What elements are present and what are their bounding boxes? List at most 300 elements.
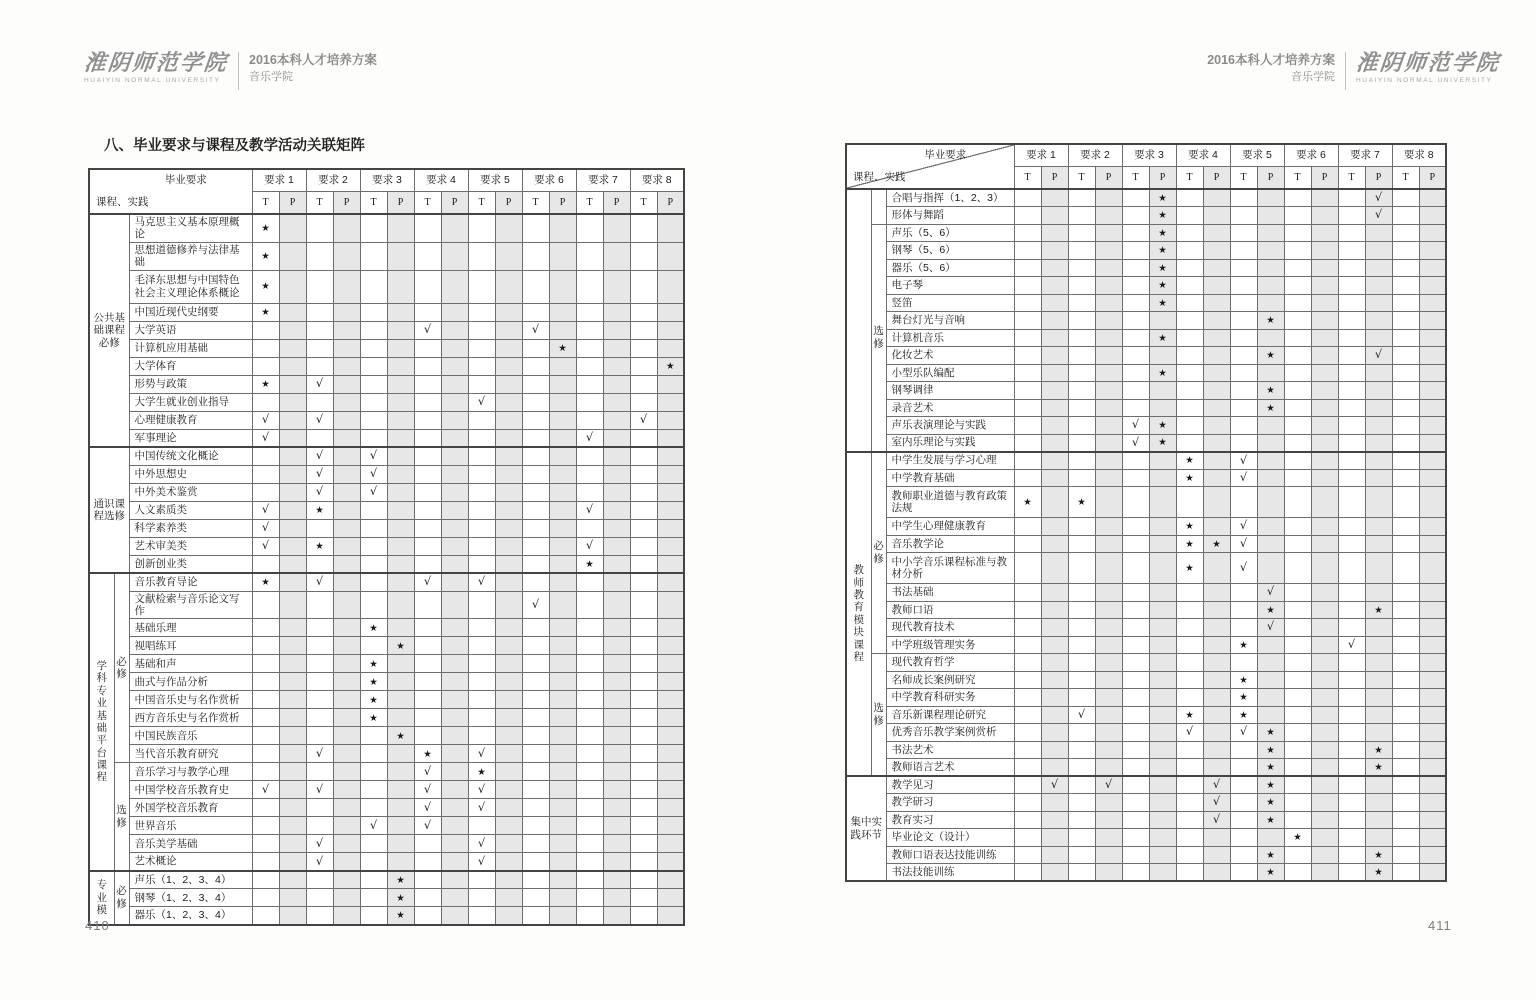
matrix-cell	[657, 270, 684, 303]
matrix-cell	[387, 763, 414, 781]
matrix-cell	[279, 853, 306, 871]
matrix-cell	[252, 242, 279, 270]
matrix-cell	[1284, 794, 1311, 812]
course-row	[846, 207, 1446, 225]
matrix-cell	[441, 673, 468, 691]
matrix-cell	[495, 745, 522, 763]
check-mark: √	[423, 763, 432, 778]
course-name: 钢琴（5、6）	[886, 242, 1014, 260]
matrix-cell	[1095, 469, 1122, 487]
requirement-header: 要求 7	[576, 169, 630, 192]
matrix-cell	[1284, 776, 1311, 794]
matrix-cell	[1068, 487, 1095, 518]
star-mark: ★	[1158, 420, 1167, 432]
star-mark: ★	[1266, 779, 1275, 791]
matrix-cell	[1041, 553, 1068, 584]
matrix-cell	[549, 591, 576, 619]
matrix-cell	[1311, 776, 1338, 794]
star-mark: ★	[1266, 350, 1275, 362]
matrix-cell	[657, 727, 684, 745]
matrix-cell	[1392, 452, 1419, 470]
matrix-cell	[1284, 518, 1311, 536]
check-mark: √	[1239, 452, 1248, 467]
course-row	[89, 573, 684, 591]
matrix-cell	[414, 214, 441, 242]
matrix-cell	[252, 591, 279, 619]
course-name: 声乐表演理论与实践	[886, 417, 1014, 435]
matrix-cell	[1068, 417, 1095, 435]
matrix-cell	[1392, 706, 1419, 724]
matrix-cell	[1365, 277, 1392, 295]
school-name: 音乐学院	[249, 70, 294, 83]
course-row	[846, 189, 1446, 207]
matrix-cell	[1392, 535, 1419, 553]
p-subheader: P	[549, 192, 576, 215]
matrix-cell	[468, 501, 495, 519]
matrix-cell	[1419, 619, 1446, 637]
matrix-cell	[603, 357, 630, 375]
matrix-cell	[252, 673, 279, 691]
matrix-cell	[414, 817, 441, 835]
matrix-cell	[279, 519, 306, 537]
matrix-cell	[1041, 689, 1068, 707]
matrix-cell	[1392, 864, 1419, 882]
matrix-cell	[495, 691, 522, 709]
course-row	[846, 776, 1446, 794]
matrix-cell	[657, 429, 684, 447]
matrix-cell	[549, 214, 576, 242]
course-row	[846, 452, 1446, 470]
matrix-cell	[333, 465, 360, 483]
course-row	[846, 689, 1446, 707]
matrix-cell	[576, 691, 603, 709]
matrix-cell	[1149, 671, 1176, 689]
matrix-cell	[1068, 724, 1095, 742]
matrix-cell	[522, 483, 549, 501]
matrix-cell	[1365, 312, 1392, 330]
matrix-cell	[1149, 601, 1176, 619]
matrix-cell	[1338, 329, 1365, 347]
matrix-cell	[441, 214, 468, 242]
matrix-cell	[1176, 224, 1203, 242]
matrix-cell	[1068, 399, 1095, 417]
matrix-cell	[279, 357, 306, 375]
matrix-cell	[1176, 776, 1203, 794]
matrix-cell	[657, 537, 684, 555]
matrix-cell	[1311, 811, 1338, 829]
matrix-cell	[414, 835, 441, 853]
matrix-cell	[1419, 829, 1446, 847]
matrix-cell	[1311, 469, 1338, 487]
matrix-cell	[495, 214, 522, 242]
matrix-cell	[1257, 829, 1284, 847]
matrix-cell	[576, 673, 603, 691]
matrix-cell	[630, 303, 657, 321]
matrix-cell	[279, 303, 306, 321]
matrix-cell	[1257, 518, 1284, 536]
matrix-cell	[495, 889, 522, 907]
course-row	[846, 329, 1446, 347]
matrix-cell	[1338, 277, 1365, 295]
matrix-cell	[441, 619, 468, 637]
matrix-cell	[1338, 776, 1365, 794]
matrix-cell	[1176, 864, 1203, 882]
matrix-cell	[1149, 689, 1176, 707]
matrix-cell	[522, 537, 549, 555]
matrix-cell	[603, 501, 630, 519]
matrix-cell	[360, 519, 387, 537]
star-mark: ★	[1158, 210, 1167, 222]
matrix-cell	[441, 303, 468, 321]
matrix-cell	[1041, 312, 1068, 330]
course-row	[89, 214, 684, 242]
matrix-cell	[1149, 277, 1176, 295]
matrix-cell	[279, 465, 306, 483]
requirement-header: 要求 8	[1392, 144, 1446, 167]
matrix-cell	[1014, 584, 1041, 602]
matrix-cell	[468, 214, 495, 242]
matrix-cell	[387, 501, 414, 519]
course-name: 教师口语表达技能训练	[886, 846, 1014, 864]
course-name: 化妆艺术	[886, 347, 1014, 365]
matrix-cell	[252, 321, 279, 339]
matrix-cell	[279, 242, 306, 270]
matrix-cell	[1122, 553, 1149, 584]
matrix-cell	[1419, 382, 1446, 400]
check-mark: √	[369, 817, 378, 832]
matrix-cell	[360, 763, 387, 781]
matrix-cell	[657, 339, 684, 357]
page-number-left: 410	[85, 918, 110, 933]
matrix-cell	[1014, 846, 1041, 864]
matrix-cell	[279, 709, 306, 727]
matrix-cell	[549, 375, 576, 393]
matrix-cell	[603, 871, 630, 889]
course-row	[89, 242, 684, 270]
matrix-cell	[414, 709, 441, 727]
matrix-cell	[1392, 619, 1419, 637]
group-label: 专 业 模	[89, 871, 114, 925]
matrix-cell	[1257, 294, 1284, 312]
matrix-cell	[414, 321, 441, 339]
matrix-cell	[387, 537, 414, 555]
matrix-cell	[1419, 553, 1446, 584]
matrix-cell	[1122, 759, 1149, 777]
matrix-cell	[1311, 601, 1338, 619]
t-subheader: T	[1014, 167, 1041, 190]
star-mark: ★	[1158, 262, 1167, 274]
star-mark: ★	[477, 766, 486, 778]
matrix-cell	[333, 745, 360, 763]
matrix-cell	[1392, 741, 1419, 759]
matrix-cell	[495, 242, 522, 270]
matrix-cell	[522, 321, 549, 339]
matrix-cell	[522, 242, 549, 270]
matrix-cell	[1014, 382, 1041, 400]
matrix-cell	[1014, 434, 1041, 452]
matrix-cell	[1095, 535, 1122, 553]
course-row	[846, 487, 1446, 518]
matrix-cell	[603, 573, 630, 591]
matrix-cell	[495, 339, 522, 357]
matrix-cell	[414, 242, 441, 270]
matrix-cell	[1392, 584, 1419, 602]
requirement-header: 要求 3	[1122, 144, 1176, 167]
matrix-cell	[306, 519, 333, 537]
matrix-cell	[1122, 671, 1149, 689]
corner-label-courses: 课程、实践	[96, 195, 149, 208]
matrix-cell	[333, 907, 360, 925]
matrix-cell	[549, 501, 576, 519]
course-row	[89, 853, 684, 871]
matrix-cell	[495, 763, 522, 781]
matrix-cell	[657, 242, 684, 270]
star-mark: ★	[396, 874, 405, 886]
matrix-cell	[603, 691, 630, 709]
star-mark: ★	[369, 676, 378, 688]
check-mark: √	[261, 429, 270, 444]
matrix-cell	[1311, 706, 1338, 724]
star-mark: ★	[261, 306, 270, 318]
matrix-cell	[576, 339, 603, 357]
matrix-cell	[279, 727, 306, 745]
matrix-cell	[1230, 329, 1257, 347]
matrix-cell	[1284, 224, 1311, 242]
course-name: 竖笛	[886, 294, 1014, 312]
star-mark: ★	[1374, 604, 1383, 616]
matrix-cell	[630, 853, 657, 871]
matrix-cell	[1095, 619, 1122, 637]
matrix-cell	[549, 763, 576, 781]
star-mark: ★	[1158, 437, 1167, 449]
matrix-cell	[1257, 399, 1284, 417]
matrix-cell	[1014, 294, 1041, 312]
matrix-cell	[1284, 364, 1311, 382]
matrix-cell	[1095, 689, 1122, 707]
course-row	[89, 411, 684, 429]
matrix-cell	[1122, 584, 1149, 602]
matrix-cell	[1230, 417, 1257, 435]
matrix-cell	[441, 537, 468, 555]
matrix-cell	[1068, 277, 1095, 295]
course-row	[89, 375, 684, 393]
matrix-cell	[1068, 706, 1095, 724]
course-name: 音乐新课程理论研究	[886, 706, 1014, 724]
check-mark: √	[1347, 636, 1356, 651]
course-name: 电子琴	[886, 277, 1014, 295]
matrix-cell	[1257, 224, 1284, 242]
matrix-cell	[495, 519, 522, 537]
matrix-cell	[1176, 706, 1203, 724]
matrix-cell	[1365, 553, 1392, 584]
matrix-cell	[1338, 312, 1365, 330]
matrix-cell	[279, 501, 306, 519]
matrix-cell	[1365, 189, 1392, 207]
matrix-cell	[630, 537, 657, 555]
matrix-cell	[360, 889, 387, 907]
matrix-cell	[468, 321, 495, 339]
matrix-cell	[630, 763, 657, 781]
matrix-cell	[1203, 759, 1230, 777]
matrix-cell	[1095, 417, 1122, 435]
matrix-cell	[306, 573, 333, 591]
matrix-cell	[1041, 207, 1068, 225]
matrix-cell	[522, 214, 549, 242]
star-mark: ★	[1185, 455, 1194, 467]
matrix-cell	[495, 357, 522, 375]
matrix-cell	[1122, 619, 1149, 637]
matrix-cell	[1230, 399, 1257, 417]
matrix-cell	[1176, 741, 1203, 759]
matrix-cell	[468, 799, 495, 817]
matrix-cell	[1149, 553, 1176, 584]
matrix-cell	[1419, 671, 1446, 689]
check-mark: √	[261, 502, 270, 517]
matrix-cell	[441, 357, 468, 375]
p-subheader: P	[1419, 167, 1446, 190]
matrix-cell	[549, 555, 576, 573]
matrix-cell	[1365, 706, 1392, 724]
p-subheader: P	[603, 192, 630, 215]
matrix-cell	[630, 871, 657, 889]
matrix-cell	[360, 573, 387, 591]
matrix-cell	[576, 853, 603, 871]
check-mark: √	[585, 429, 594, 444]
matrix-cell	[549, 889, 576, 907]
matrix-cell	[1203, 347, 1230, 365]
matrix-cell	[414, 691, 441, 709]
matrix-cell	[1095, 741, 1122, 759]
corner-label-requirements: 毕业要求	[164, 174, 207, 186]
matrix-cell	[1230, 706, 1257, 724]
matrix-cell	[306, 727, 333, 745]
matrix-cell	[1014, 829, 1041, 847]
star-mark: ★	[1185, 521, 1194, 533]
course-row	[846, 829, 1446, 847]
matrix-cell	[1014, 706, 1041, 724]
star-mark: ★	[1158, 297, 1167, 309]
matrix-cell	[1068, 347, 1095, 365]
course-row	[846, 417, 1446, 435]
course-row	[846, 312, 1446, 330]
matrix-cell	[279, 637, 306, 655]
p-subheader: P	[495, 192, 522, 215]
matrix-cell	[414, 727, 441, 745]
matrix-cell	[414, 799, 441, 817]
matrix-cell	[1149, 654, 1176, 672]
university-logo	[84, 52, 228, 84]
course-name: 音乐教育导论	[129, 573, 252, 591]
matrix-cell	[1419, 846, 1446, 864]
matrix-cell	[603, 745, 630, 763]
star-mark: ★	[585, 558, 594, 570]
matrix-cell	[468, 375, 495, 393]
matrix-cell	[1122, 189, 1149, 207]
matrix-cell	[1041, 776, 1068, 794]
matrix-cell	[1392, 636, 1419, 654]
matrix-cell	[630, 781, 657, 799]
check-mark: √	[585, 538, 594, 553]
matrix-cell	[1419, 689, 1446, 707]
matrix-cell	[279, 871, 306, 889]
matrix-cell	[522, 429, 549, 447]
star-mark: ★	[369, 658, 378, 670]
matrix-cell	[549, 871, 576, 889]
star-mark: ★	[261, 223, 270, 235]
requirement-header: 要求 6	[1284, 144, 1338, 167]
requirement-header: 要求 5	[1230, 144, 1284, 167]
course-name: 大学生就业创业指导	[129, 393, 252, 411]
course-name: 教学见习	[886, 776, 1014, 794]
matrix-cell	[549, 853, 576, 871]
matrix-cell	[603, 907, 630, 925]
matrix-cell	[576, 745, 603, 763]
matrix-cell	[1176, 189, 1203, 207]
matrix-cell	[1392, 277, 1419, 295]
matrix-cell	[1122, 329, 1149, 347]
matrix-cell	[279, 537, 306, 555]
matrix-cell	[387, 799, 414, 817]
matrix-cell	[1365, 584, 1392, 602]
matrix-cell	[1230, 689, 1257, 707]
matrix-cell	[441, 573, 468, 591]
matrix-cell	[1230, 434, 1257, 452]
matrix-cell	[630, 817, 657, 835]
program-title: 2016本科人才培养方案	[249, 53, 377, 67]
matrix-cell	[1392, 189, 1419, 207]
matrix-cell	[1311, 864, 1338, 882]
matrix-cell	[1338, 671, 1365, 689]
subgroup-label	[871, 189, 886, 224]
course-name: 思想道德修养与法律基础	[129, 242, 252, 270]
matrix-cell	[495, 429, 522, 447]
course-name: 毛泽东思想与中国特色社会主义理论体系概论	[129, 270, 252, 303]
course-row	[846, 364, 1446, 382]
matrix-cell	[657, 393, 684, 411]
matrix-cell	[1311, 654, 1338, 672]
matrix-cell	[414, 655, 441, 673]
matrix-cell	[333, 411, 360, 429]
matrix-cell	[1230, 364, 1257, 382]
matrix-cell	[1149, 811, 1176, 829]
matrix-cell	[1419, 636, 1446, 654]
matrix-cell	[657, 673, 684, 691]
matrix-cell	[495, 781, 522, 799]
star-mark: ★	[1266, 402, 1275, 414]
matrix-cell	[603, 483, 630, 501]
matrix-cell	[468, 447, 495, 465]
matrix-cell	[1095, 207, 1122, 225]
matrix-cell	[252, 483, 279, 501]
matrix-cell	[549, 242, 576, 270]
matrix-cell	[306, 655, 333, 673]
matrix-cell	[441, 907, 468, 925]
star-mark: ★	[423, 748, 432, 760]
t-subheader: T	[306, 192, 333, 215]
t-subheader: T	[576, 192, 603, 215]
matrix-cell	[414, 447, 441, 465]
matrix-cell	[252, 907, 279, 925]
matrix-cell	[1365, 636, 1392, 654]
matrix-cell	[495, 871, 522, 889]
matrix-cell	[1203, 724, 1230, 742]
matrix-cell	[576, 357, 603, 375]
matrix-cell	[1284, 741, 1311, 759]
matrix-cell	[1257, 671, 1284, 689]
matrix-cell	[522, 907, 549, 925]
matrix-cell	[1284, 636, 1311, 654]
matrix-cell	[630, 501, 657, 519]
